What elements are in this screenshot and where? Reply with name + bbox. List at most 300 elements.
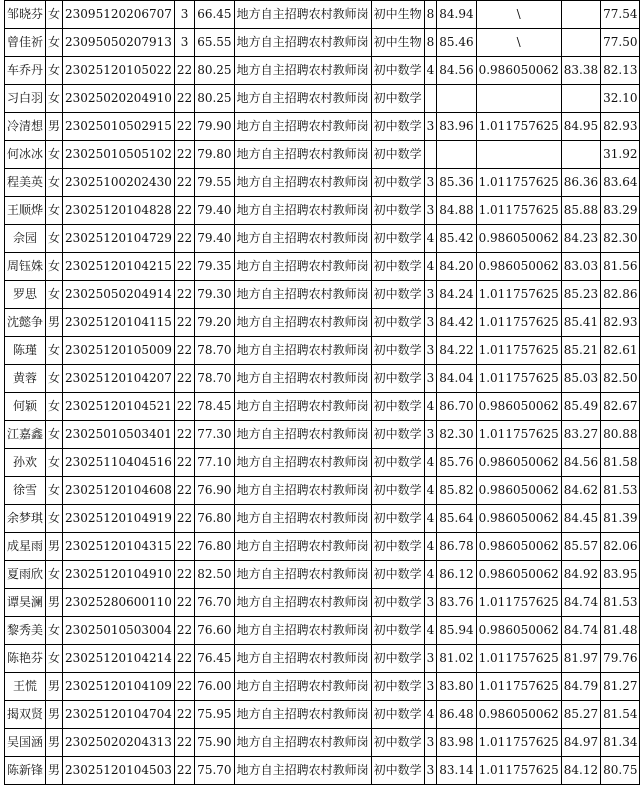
correction-coefficient-cell: 0.986050062	[476, 57, 561, 85]
table-row	[5, 729, 640, 757]
correction-coefficient-cell: 0.986050062	[476, 225, 561, 253]
interview-group-cell: 4	[424, 701, 437, 729]
admission-number-cell: 23025280600110	[63, 589, 175, 617]
table-row	[5, 393, 640, 421]
interview-score-cell: 85.36	[437, 169, 476, 197]
recruitment-type-cell: 地方自主招聘农村教师岗	[234, 533, 371, 561]
candidate-name-cell: 余梦琪	[5, 505, 46, 533]
interview-group-cell	[424, 141, 437, 169]
candidate-name-cell: 孙欢	[5, 449, 46, 477]
interview-score-cell: 82.30	[437, 421, 476, 449]
table-body	[5, 1, 640, 785]
interview-score-cell: 83.76	[437, 589, 476, 617]
gender-cell: 男	[46, 309, 63, 337]
interview-group-cell: 4	[424, 533, 437, 561]
table-row	[5, 561, 640, 589]
correction-coefficient-cell: \	[476, 29, 561, 57]
correction-coefficient-cell: 0.986050062	[476, 477, 561, 505]
position-code-cell: 22	[174, 421, 194, 449]
interview-group-cell: 8	[424, 29, 437, 57]
admission-number-cell: 23025120104503	[63, 757, 175, 785]
admission-number-cell: 23025010503401	[63, 421, 175, 449]
position-code-cell: 22	[174, 589, 194, 617]
gender-cell: 男	[46, 533, 63, 561]
adjusted-score-cell: 84.12	[561, 757, 600, 785]
written-score-cell: 76.90	[195, 477, 234, 505]
recruitment-type-cell: 地方自主招聘农村教师岗	[234, 421, 371, 449]
candidate-name-cell: 黎秀美	[5, 617, 46, 645]
interview-group-cell: 3	[424, 197, 437, 225]
position-code-cell: 22	[174, 729, 194, 757]
gender-cell: 女	[46, 561, 63, 589]
candidate-name-cell: 何颖	[5, 393, 46, 421]
interview-score-cell: 86.12	[437, 561, 476, 589]
admission-number-cell: 23025120104521	[63, 393, 175, 421]
position-code-cell: 22	[174, 701, 194, 729]
interview-score-cell: 84.24	[437, 281, 476, 309]
total-score-cell: 31.92	[601, 141, 640, 169]
position-code-cell: 22	[174, 337, 194, 365]
interview-group-cell: 4	[424, 477, 437, 505]
total-score-cell: 83.95	[601, 561, 640, 589]
subject-cell: 初中数学	[371, 253, 424, 281]
interview-group-cell: 4	[424, 57, 437, 85]
interview-score-cell: 85.76	[437, 449, 476, 477]
correction-coefficient-cell: 0.986050062	[476, 561, 561, 589]
subject-cell: 初中数学	[371, 673, 424, 701]
gender-cell: 女	[46, 337, 63, 365]
admission-number-cell: 23025010505102	[63, 141, 175, 169]
table-row	[5, 421, 640, 449]
position-code-cell: 22	[174, 617, 194, 645]
total-score-cell: 77.54	[601, 1, 640, 29]
interview-score-cell: 84.04	[437, 365, 476, 393]
gender-cell: 男	[46, 589, 63, 617]
candidate-name-cell: 习白羽	[5, 85, 46, 113]
correction-coefficient-cell: 0.986050062	[476, 449, 561, 477]
position-code-cell: 22	[174, 141, 194, 169]
gender-cell: 男	[46, 757, 63, 785]
recruitment-type-cell: 地方自主招聘农村教师岗	[234, 757, 371, 785]
total-score-cell: 81.54	[601, 701, 640, 729]
table-row	[5, 225, 640, 253]
correction-coefficient-cell: 1.011757625	[476, 113, 561, 141]
gender-cell: 男	[46, 113, 63, 141]
correction-coefficient-cell: 1.011757625	[476, 309, 561, 337]
table-row	[5, 533, 640, 561]
recruitment-type-cell: 地方自主招聘农村教师岗	[234, 169, 371, 197]
written-score-cell: 79.90	[195, 113, 234, 141]
gender-cell: 女	[46, 393, 63, 421]
total-score-cell: 81.58	[601, 449, 640, 477]
interview-score-cell: 85.82	[437, 477, 476, 505]
gender-cell: 男	[46, 673, 63, 701]
written-score-cell: 79.30	[195, 281, 234, 309]
subject-cell: 初中数学	[371, 113, 424, 141]
total-score-cell: 79.76	[601, 645, 640, 673]
admission-number-cell: 23025100202430	[63, 169, 175, 197]
gender-cell: 女	[46, 645, 63, 673]
position-code-cell: 22	[174, 757, 194, 785]
table-row	[5, 365, 640, 393]
gender-cell: 女	[46, 253, 63, 281]
table-row	[5, 169, 640, 197]
adjusted-score-cell: 84.45	[561, 505, 600, 533]
interview-group-cell: 8	[424, 1, 437, 29]
table-row	[5, 337, 640, 365]
table-row	[5, 589, 640, 617]
adjusted-score-cell: 85.21	[561, 337, 600, 365]
candidate-name-cell: 曾佳祈	[5, 29, 46, 57]
admission-number-cell: 23025120104828	[63, 197, 175, 225]
position-code-cell: 22	[174, 85, 194, 113]
table-row	[5, 1, 640, 29]
interview-score-cell: 83.98	[437, 729, 476, 757]
correction-coefficient-cell: 1.011757625	[476, 757, 561, 785]
position-code-cell: 3	[174, 1, 194, 29]
candidate-name-cell: 夏雨欣	[5, 561, 46, 589]
gender-cell: 女	[46, 169, 63, 197]
written-score-cell: 76.70	[195, 589, 234, 617]
admission-number-cell: 23025020204313	[63, 729, 175, 757]
recruitment-type-cell: 地方自主招聘农村教师岗	[234, 309, 371, 337]
admission-number-cell: 23025020204910	[63, 85, 175, 113]
interview-group-cell: 3	[424, 589, 437, 617]
recruitment-type-cell: 地方自主招聘农村教师岗	[234, 253, 371, 281]
interview-group-cell: 3	[424, 729, 437, 757]
recruitment-type-cell: 地方自主招聘农村教师岗	[234, 617, 371, 645]
recruitment-type-cell: 地方自主招聘农村教师岗	[234, 701, 371, 729]
candidate-name-cell: 沈懿争	[5, 309, 46, 337]
recruitment-type-cell: 地方自主招聘农村教师岗	[234, 85, 371, 113]
position-code-cell: 22	[174, 197, 194, 225]
interview-score-cell: 86.70	[437, 393, 476, 421]
adjusted-score-cell: 85.88	[561, 197, 600, 225]
admission-number-cell: 23025120104608	[63, 477, 175, 505]
written-score-cell: 75.95	[195, 701, 234, 729]
adjusted-score-cell: 84.92	[561, 561, 600, 589]
written-score-cell: 76.00	[195, 673, 234, 701]
subject-cell: 初中数学	[371, 701, 424, 729]
admission-number-cell: 23025120104214	[63, 645, 175, 673]
interview-score-cell: 83.14	[437, 757, 476, 785]
position-code-cell: 22	[174, 533, 194, 561]
subject-cell: 初中生物	[371, 29, 424, 57]
correction-coefficient-cell: \	[476, 1, 561, 29]
subject-cell: 初中数学	[371, 197, 424, 225]
candidate-name-cell: 程美英	[5, 169, 46, 197]
recruitment-type-cell: 地方自主招聘农村教师岗	[234, 477, 371, 505]
position-code-cell: 3	[174, 29, 194, 57]
interview-score-cell: 83.96	[437, 113, 476, 141]
total-score-cell: 81.48	[601, 617, 640, 645]
table-row	[5, 141, 640, 169]
admission-number-cell: 23025120104109	[63, 673, 175, 701]
correction-coefficient-cell: 1.011757625	[476, 169, 561, 197]
subject-cell: 初中数学	[371, 757, 424, 785]
gender-cell: 女	[46, 197, 63, 225]
candidate-name-cell: 车乔丹	[5, 57, 46, 85]
subject-cell: 初中数学	[371, 169, 424, 197]
gender-cell: 女	[46, 449, 63, 477]
written-score-cell: 76.60	[195, 617, 234, 645]
position-code-cell: 22	[174, 113, 194, 141]
written-score-cell: 79.40	[195, 225, 234, 253]
written-score-cell: 77.30	[195, 421, 234, 449]
adjusted-score-cell: 84.62	[561, 477, 600, 505]
written-score-cell: 79.35	[195, 253, 234, 281]
subject-cell: 初中生物	[371, 1, 424, 29]
recruitment-type-cell: 地方自主招聘农村教师岗	[234, 141, 371, 169]
subject-cell: 初中数学	[371, 393, 424, 421]
gender-cell: 女	[46, 505, 63, 533]
admission-number-cell: 23025120104704	[63, 701, 175, 729]
position-code-cell: 22	[174, 505, 194, 533]
recruitment-type-cell: 地方自主招聘农村教师岗	[234, 281, 371, 309]
admission-number-cell: 23025110404516	[63, 449, 175, 477]
candidate-name-cell: 黄蓉	[5, 365, 46, 393]
correction-coefficient-cell: 0.986050062	[476, 253, 561, 281]
total-score-cell: 81.27	[601, 673, 640, 701]
candidate-name-cell: 江嘉鑫	[5, 421, 46, 449]
subject-cell: 初中数学	[371, 281, 424, 309]
subject-cell: 初中数学	[371, 477, 424, 505]
recruitment-type-cell: 地方自主招聘农村教师岗	[234, 57, 371, 85]
interview-group-cell: 3	[424, 113, 437, 141]
adjusted-score-cell: 81.97	[561, 645, 600, 673]
admission-number-cell: 23025120104115	[63, 309, 175, 337]
candidate-name-cell: 谭昊澜	[5, 589, 46, 617]
subject-cell: 初中数学	[371, 589, 424, 617]
gender-cell: 女	[46, 421, 63, 449]
admission-number-cell: 23025120104215	[63, 253, 175, 281]
interview-group-cell: 4	[424, 253, 437, 281]
position-code-cell: 22	[174, 169, 194, 197]
total-score-cell: 82.50	[601, 365, 640, 393]
gender-cell: 男	[46, 701, 63, 729]
position-code-cell: 22	[174, 561, 194, 589]
table-row	[5, 617, 640, 645]
admission-number-cell: 23025120104729	[63, 225, 175, 253]
admission-number-cell: 23025120104919	[63, 505, 175, 533]
interview-score-cell: 84.88	[437, 197, 476, 225]
written-score-cell: 78.45	[195, 393, 234, 421]
adjusted-score-cell: 84.56	[561, 449, 600, 477]
interview-score-cell: 84.22	[437, 337, 476, 365]
written-score-cell: 80.25	[195, 57, 234, 85]
written-score-cell: 75.90	[195, 729, 234, 757]
interview-group-cell: 3	[424, 645, 437, 673]
candidate-name-cell: 周钰姝	[5, 253, 46, 281]
subject-cell: 初中数学	[371, 141, 424, 169]
subject-cell: 初中数学	[371, 57, 424, 85]
written-score-cell: 78.70	[195, 337, 234, 365]
written-score-cell: 76.45	[195, 645, 234, 673]
position-code-cell: 22	[174, 225, 194, 253]
correction-coefficient-cell: 0.986050062	[476, 533, 561, 561]
total-score-cell: 77.50	[601, 29, 640, 57]
candidate-name-cell: 邹晓芬	[5, 1, 46, 29]
interview-group-cell: 4	[424, 505, 437, 533]
admission-number-cell: 23025010502915	[63, 113, 175, 141]
gender-cell: 女	[46, 57, 63, 85]
total-score-cell: 82.67	[601, 393, 640, 421]
subject-cell: 初中数学	[371, 337, 424, 365]
adjusted-score-cell: 85.27	[561, 701, 600, 729]
table-row	[5, 449, 640, 477]
correction-coefficient-cell: 0.986050062	[476, 505, 561, 533]
table-row	[5, 113, 640, 141]
total-score-cell: 80.88	[601, 421, 640, 449]
interview-score-cell: 84.42	[437, 309, 476, 337]
interview-score-cell: 85.42	[437, 225, 476, 253]
adjusted-score-cell: 84.23	[561, 225, 600, 253]
written-score-cell: 79.55	[195, 169, 234, 197]
written-score-cell: 76.80	[195, 533, 234, 561]
gender-cell: 女	[46, 85, 63, 113]
adjusted-score-cell: 84.79	[561, 673, 600, 701]
recruitment-type-cell: 地方自主招聘农村教师岗	[234, 645, 371, 673]
candidate-name-cell: 徐雪	[5, 477, 46, 505]
candidate-name-cell: 冷清想	[5, 113, 46, 141]
gender-cell: 女	[46, 365, 63, 393]
table-row	[5, 29, 640, 57]
subject-cell: 初中数学	[371, 225, 424, 253]
recruitment-type-cell: 地方自主招聘农村教师岗	[234, 365, 371, 393]
interview-group-cell: 3	[424, 365, 437, 393]
candidate-name-cell: 王慌	[5, 673, 46, 701]
interview-group-cell: 4	[424, 617, 437, 645]
subject-cell: 初中数学	[371, 421, 424, 449]
total-score-cell: 32.10	[601, 85, 640, 113]
interview-score-cell: 84.56	[437, 57, 476, 85]
total-score-cell: 83.29	[601, 197, 640, 225]
interview-score-cell: 84.20	[437, 253, 476, 281]
table-row	[5, 85, 640, 113]
interview-score-cell: 85.64	[437, 505, 476, 533]
position-code-cell: 22	[174, 57, 194, 85]
table-row	[5, 505, 640, 533]
gender-cell: 男	[46, 729, 63, 757]
interview-score-cell: 81.02	[437, 645, 476, 673]
admission-number-cell: 23025120104910	[63, 561, 175, 589]
table-row	[5, 477, 640, 505]
written-score-cell: 79.80	[195, 141, 234, 169]
table-row	[5, 309, 640, 337]
interview-group-cell: 4	[424, 561, 437, 589]
gender-cell: 女	[46, 29, 63, 57]
subject-cell: 初中数学	[371, 645, 424, 673]
admission-number-cell: 23025120104315	[63, 533, 175, 561]
position-code-cell: 22	[174, 253, 194, 281]
subject-cell: 初中数学	[371, 85, 424, 113]
correction-coefficient-cell: 1.011757625	[476, 421, 561, 449]
total-score-cell: 81.39	[601, 505, 640, 533]
total-score-cell: 81.53	[601, 589, 640, 617]
admission-number-cell: 23095050207913	[63, 29, 175, 57]
interview-group-cell: 3	[424, 309, 437, 337]
total-score-cell: 80.75	[601, 757, 640, 785]
admission-number-cell: 23025120105009	[63, 337, 175, 365]
position-code-cell: 22	[174, 477, 194, 505]
total-score-cell: 81.53	[601, 477, 640, 505]
subject-cell: 初中数学	[371, 309, 424, 337]
written-score-cell: 82.50	[195, 561, 234, 589]
subject-cell: 初中数学	[371, 505, 424, 533]
adjusted-score-cell: 83.03	[561, 253, 600, 281]
position-code-cell: 22	[174, 449, 194, 477]
recruitment-type-cell: 地方自主招聘农村教师岗	[234, 393, 371, 421]
position-code-cell: 22	[174, 281, 194, 309]
candidate-name-cell: 成星雨	[5, 533, 46, 561]
table-row	[5, 57, 640, 85]
interview-group-cell: 4	[424, 449, 437, 477]
correction-coefficient-cell: 1.011757625	[476, 589, 561, 617]
recruitment-type-cell: 地方自主招聘农村教师岗	[234, 673, 371, 701]
recruitment-type-cell: 地方自主招聘农村教师岗	[234, 449, 371, 477]
interview-score-cell: 86.78	[437, 533, 476, 561]
adjusted-score-cell: 85.23	[561, 281, 600, 309]
interview-score-cell: 85.46	[437, 29, 476, 57]
recruitment-type-cell: 地方自主招聘农村教师岗	[234, 729, 371, 757]
gender-cell: 女	[46, 477, 63, 505]
total-score-cell: 82.93	[601, 309, 640, 337]
gender-cell: 女	[46, 281, 63, 309]
written-score-cell: 77.10	[195, 449, 234, 477]
position-code-cell: 22	[174, 365, 194, 393]
interview-group-cell: 3	[424, 169, 437, 197]
adjusted-score-cell: 85.57	[561, 533, 600, 561]
gender-cell: 女	[46, 1, 63, 29]
written-score-cell: 65.55	[195, 29, 234, 57]
interview-score-cell: 83.80	[437, 673, 476, 701]
interview-score-cell	[437, 85, 476, 113]
table-row	[5, 673, 640, 701]
correction-coefficient-cell: 1.011757625	[476, 197, 561, 225]
total-score-cell: 82.13	[601, 57, 640, 85]
candidate-name-cell: 罗思	[5, 281, 46, 309]
candidate-name-cell: 王顺烨	[5, 197, 46, 225]
position-code-cell: 22	[174, 309, 194, 337]
position-code-cell: 22	[174, 673, 194, 701]
admission-number-cell: 23025120105022	[63, 57, 175, 85]
correction-coefficient-cell: 1.011757625	[476, 281, 561, 309]
interview-group-cell: 4	[424, 393, 437, 421]
admission-number-cell: 23025120104207	[63, 365, 175, 393]
adjusted-score-cell: 85.03	[561, 365, 600, 393]
recruitment-type-cell: 地方自主招聘农村教师岗	[234, 589, 371, 617]
adjusted-score-cell	[561, 1, 600, 29]
total-score-cell: 82.61	[601, 337, 640, 365]
adjusted-score-cell: 84.74	[561, 589, 600, 617]
adjusted-score-cell: 84.74	[561, 617, 600, 645]
interview-score-cell	[437, 141, 476, 169]
adjusted-score-cell: 84.95	[561, 113, 600, 141]
table-row	[5, 197, 640, 225]
admission-number-cell: 23025050204914	[63, 281, 175, 309]
subject-cell: 初中数学	[371, 533, 424, 561]
written-score-cell: 66.45	[195, 1, 234, 29]
candidate-name-cell: 陈艳芬	[5, 645, 46, 673]
written-score-cell: 79.20	[195, 309, 234, 337]
interview-group-cell: 3	[424, 757, 437, 785]
written-score-cell: 76.80	[195, 505, 234, 533]
table-row	[5, 281, 640, 309]
total-score-cell: 81.34	[601, 729, 640, 757]
admission-number-cell: 23095120206707	[63, 1, 175, 29]
recruitment-type-cell: 地方自主招聘农村教师岗	[234, 1, 371, 29]
adjusted-score-cell: 86.36	[561, 169, 600, 197]
